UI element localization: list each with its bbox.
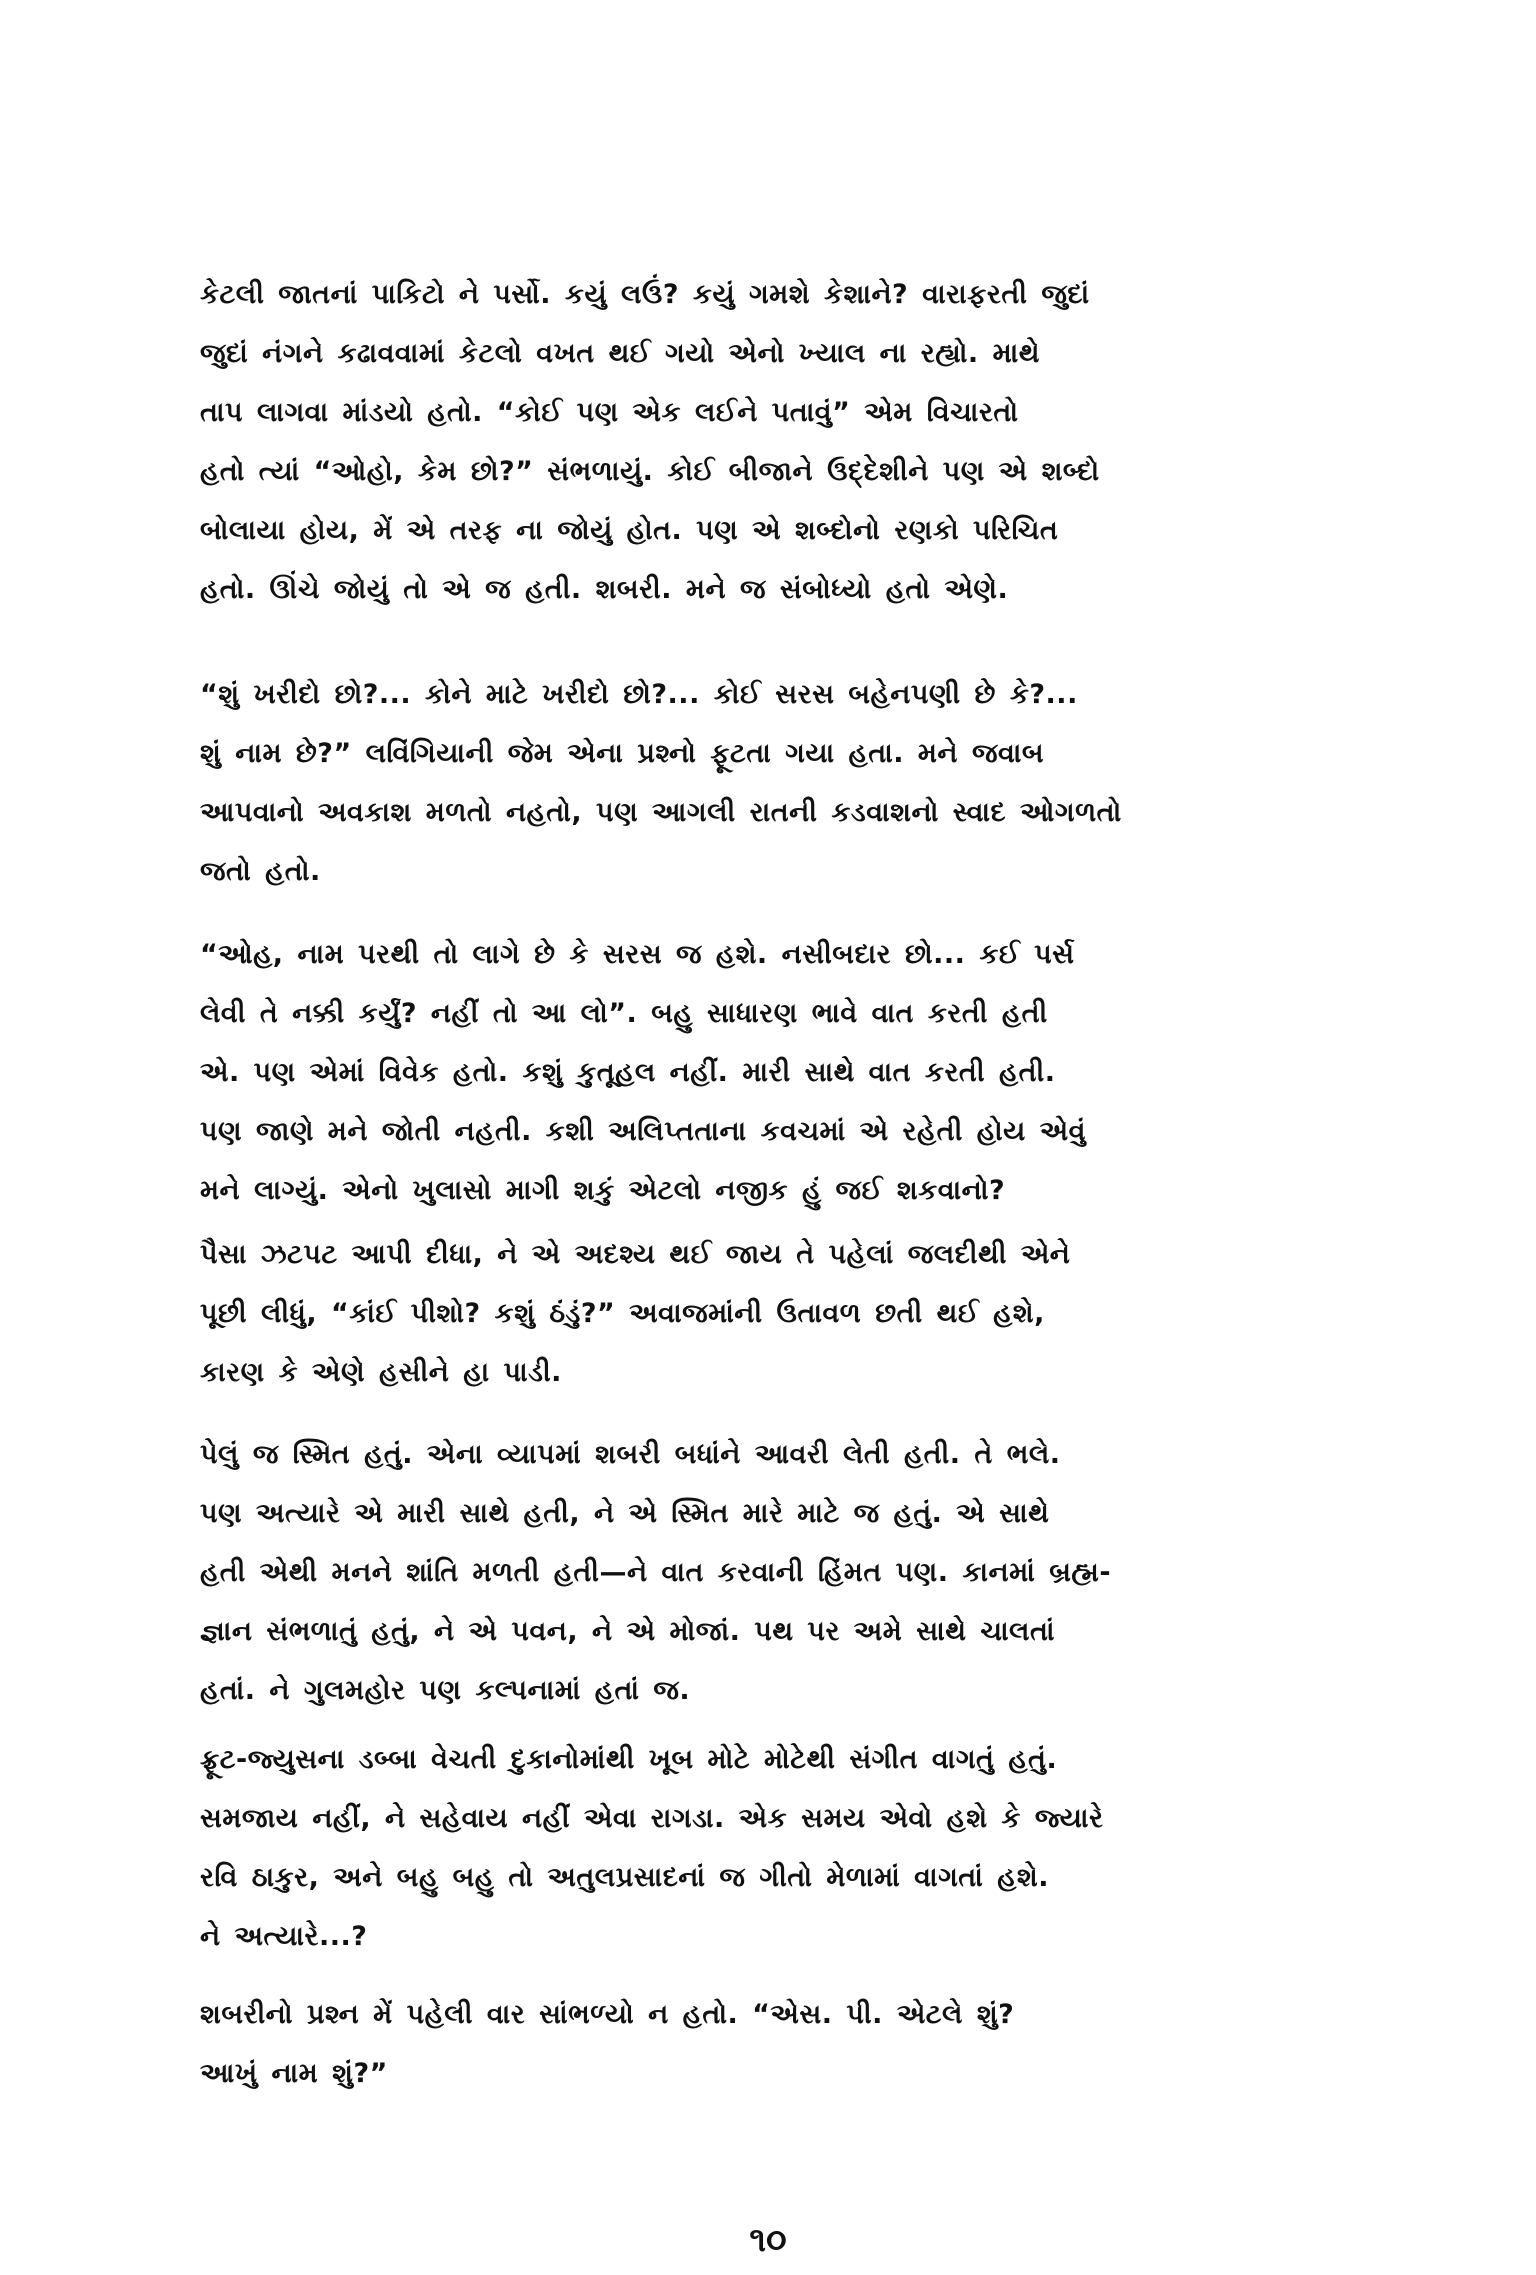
text-line: કેટલી જાતનાં પાકિટો ને પર્સો. કયું લઉં? કયું ગમશે કેશાને? વારાફરતી જુદાં <box>200 279 1090 310</box>
text-line: પણ અત્યારે એ મારી સાથે હતી, ને એ સ્મિત મારે માટે જ હતું. એ સાથે <box>200 1498 1050 1529</box>
paragraph-7 <box>200 1985 1360 2103</box>
text-line: સમજાય નહીં, ને સહેવાય નહીં એવા રાગડા. એક સમય એવો હશે કે જ્યારે <box>200 1803 1104 1834</box>
paragraph-1 <box>200 265 1360 619</box>
paragraph-4 <box>200 1225 1360 1402</box>
text-line: રવિ ઠાકુર, અને બહુ બહુ તો અતુલપ્રસાદનાં જ ગીતો મેળામાં વાગતાં હશે. <box>200 1862 1049 1893</box>
text-line: એ. પણ એમાં વિવેક હતો. કશું કુતૂહલ નહીં. મારી સાથે વાત કરતી હતી. <box>200 1057 1056 1088</box>
text-line: પેલું જ સ્મિત હતું. એના વ્યાપમાં શબરી બધાંને આવરી લેતી હતી. તે ભલે. <box>200 1439 1061 1470</box>
text-line: તાપ લાગવા માંડયો હતો. “કોઈ પણ એક લઈને પતાવું” એમ વિચારતો <box>200 397 1019 428</box>
text-line: પણ જાણે મને જોતી નહતી. કશી અલિપ્તતાના કવચમાં એ રહેતી હોય એવું <box>200 1116 1086 1147</box>
text-line: ફ્રૂટ-જ્યુસના ડબ્બા વેચતી દુકાનોમાંથી ખૂબ મોટે મોટેથી સંગીત વાગતું હતું. <box>200 1744 1058 1775</box>
text-line: “શું ખરીદો છો?... કોને માટે ખરીદો છો?... કોઈ સરસ બહેનપણી છે કે?... <box>200 679 1078 710</box>
paragraph-2 <box>200 665 1360 901</box>
text-line: મને લાગ્યું. એનો ખુલાસો માગી શકું એટલો નજીક હું જઈ શકવાનો? <box>200 1175 1006 1206</box>
text-line: શબરીનો પ્રશ્ન મેં પહેલી વાર સાંભળ્યો ન હતો. “એસ. પી. એટલે શું? <box>200 1999 1015 2030</box>
text-line: ને અત્યારે...? <box>200 1921 368 1952</box>
text-line: જ્ઞાન સંભળાતું હતું, ને એ પવન, ને એ મોજાં. પથ પર અમે સાથે ચાલતાં <box>200 1616 1055 1647</box>
paragraph-6 <box>200 1730 1360 1966</box>
text-line: આપવાનો અવકાશ મળતો નહતો, પણ આગલી રાતની કડવાશનો સ્વાદ ઓગળતો <box>200 797 1122 828</box>
text-line: “ઓહ, નામ પરથી તો લાગે છે કે સરસ જ હશે. નસીબદાર છો... કઈ પર્સ <box>200 939 1075 970</box>
text-line: પૂછી લીધું, “કાંઈ પીશો? કશું ઠંડું?” અવાજમાંની ઉતાવળ છતી થઈ હશે, <box>200 1298 1045 1329</box>
text-line: હતો. ઊંચે જોયું તો એ જ હતી. શબરી. મને જ સંબોધ્યો હતો એણે. <box>200 574 1009 605</box>
text-line: જતો હતો. <box>200 856 321 887</box>
text-line: આખું નામ શું?” <box>200 2058 388 2089</box>
text-line: શું નામ છે?” લવિંગિયાની જેમ એના પ્રશ્નો ફૂટતા ગયા હતા. મને જવાબ <box>200 738 1045 769</box>
text-line: બોલાયા હોય, મેં એ તરફ ના જોયું હોત. પણ એ શબ્દોનો રણકો પરિચિત <box>200 515 1059 546</box>
text-line: હતી એથી મનને શાંતિ મળતી હતી—ને વાત કરવાની હિંમત પણ. કાનમાં બ્રહ્મ- <box>200 1557 1112 1588</box>
text-line: જુદાં નંગને કઢાવવામાં કેટલો વખત થઈ ગયો એનો ખ્યાલ ના રહ્યો. માથે <box>200 338 1040 369</box>
paragraph-3 <box>200 925 1360 1220</box>
paragraph-5 <box>200 1425 1360 1720</box>
text-line: હતાં. ને ગુલમહોર પણ કલ્પનામાં હતાં જ. <box>200 1675 691 1706</box>
text-line: લેવી તે નક્કી કર્યું? નહીં તો આ લો”. બહુ સાધારણ ભાવે વાત કરતી હતી <box>200 998 1048 1029</box>
text-line: કારણ કે એણે હસીને હા પાડી. <box>200 1357 562 1388</box>
page-number: ૧૦ <box>749 2220 787 2260</box>
text-line: હતો ત્યાં “ઓહો, કેમ છો?” સંભળાયું. કોઈ બીજાને ઉદ્દેશીને પણ એ શબ્દો <box>200 456 1100 487</box>
text-line: પૈસા ઝટપટ આપી દીધા, ને એ અદશ્ય થઈ જાય તે પહેલાં જલદીથી એને <box>200 1239 1071 1270</box>
